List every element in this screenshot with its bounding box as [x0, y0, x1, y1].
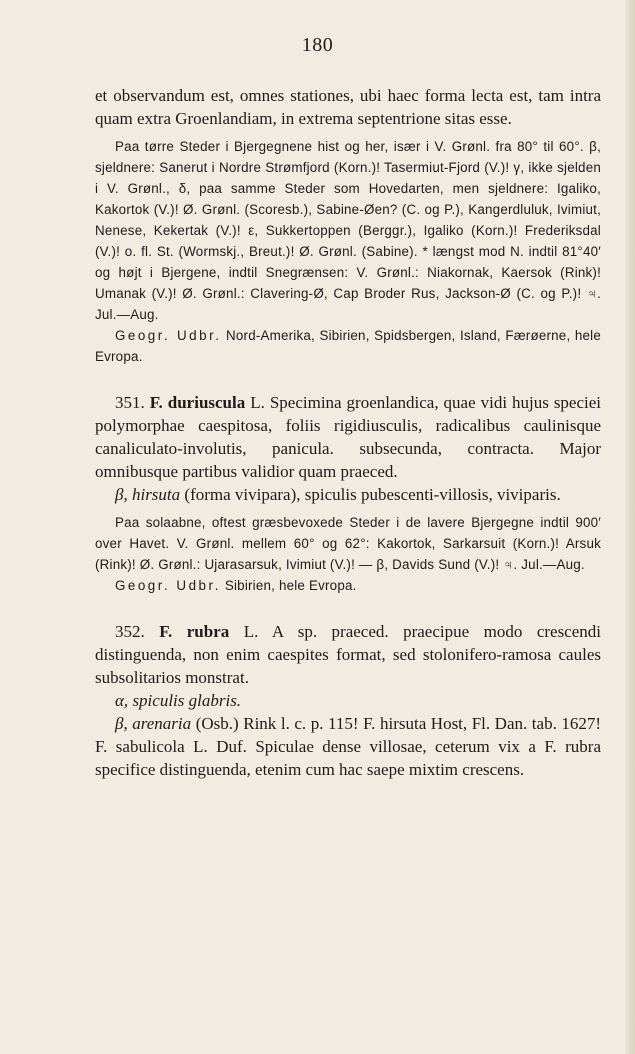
- geogr-label: Geogr. Udbr.: [115, 578, 221, 593]
- species-entry-352: [95, 620, 601, 781]
- geogr-label: Geogr. Udbr.: [115, 328, 222, 343]
- species-name: rubra: [186, 622, 230, 641]
- geogr-text: Nord-Amerika, Sibirien, Spidsbergen, Island, Færøerne, hele Evropa.: [95, 328, 601, 364]
- variety-text: (forma vivipara), spiculis pubescenti-villosis, viviparis.: [184, 485, 561, 504]
- species-entry-351: [95, 391, 601, 506]
- variety-alpha-line: [95, 689, 601, 712]
- variety-symbol: β,: [115, 714, 128, 733]
- genus-abbrev: F.: [149, 393, 163, 412]
- variety-beta-line: [95, 483, 601, 506]
- geogr-text: Sibirien, hele Evropa.: [224, 578, 357, 593]
- variety-beta-line: [95, 712, 601, 781]
- description-text: Specimina groenlandica, quae vidi hujus speciei polymorphae caespitosa, foliis rigidiusculis, radicalibus caulinisque canaliculato-involutis, panicula. subsecunda, contracta. Major omnibusque partibus validior quam praeced.: [95, 393, 602, 481]
- variety-text: (Osb.) Rink l. c. p. 115! F. hirsuta Host, Fl. Dan. tab. 1627! F. sabulicola L. Duf. Spiculae dense villosae, ceterum vix a F. rubra specifice distinguenda, etenim cum hac saepe mixtim crescens.: [95, 714, 602, 779]
- variety-symbol: α,: [115, 691, 129, 710]
- entry-number: 352.: [115, 622, 145, 641]
- habitat-text: Paa solaabne, oftest græsbevoxede Steder i de lavere Bjergegne indtil 900′ over Havet. V. Grønl. mellem 60° og 62°: Kakortok, Sarkarsuit (Korn.)! Arsuk (Rink)! Ø. Grønl.: Ujarasarsuk, Ivimiut (V.)! — β, Davids Sund (V.)! ♃. Jul.—Aug.: [95, 515, 601, 572]
- geogr-line: [95, 575, 601, 596]
- description-text: A sp. praeced. praecipue modo crescendi distinguenda, non enim caespites format, sed stolonifero-ramosa caules subsolitarios monstrat.: [95, 622, 602, 687]
- habitat-text: Paa tørre Steder i Bjergegnene hist og her, især i V. Grønl. fra 80° til 60°. β, sjeldnere: Sanerut i Nordre Strømfjord (Korn.)! Tasermiut-Fjord (V.)! γ, ikke sjelden i V. Grønl., δ, paa samme Steder som Hovedarten, men sjeldnere: Igaliko, Kakortok (V.)! Ø. Grønl. (Scoresb.), Sabine-Øen? (C. og P.), Kangerdluluk, Ivimiut, Nenese, Kekertak (V.)! ε, Sukkertoppen (Berggr.), Igaliko (Korn.)! Frederiksdal (V.)! o. fl. St. (Wormskj., Breut.)! Ø. Grønl. (Sabine). * længst mod N. indtil 81°40′ og højt i Bjergene, indtil Snegrænsen: V. Grønl.: Niakornak, Kaersok (Rink)! Umanak (V.)! Ø. Grønl.: Clavering-Ø, Cap Broder Rus, Jackson-Ø (C. og P.)! ♃. Jul.—Aug.: [95, 139, 601, 322]
- author-abbrev: L.: [243, 622, 259, 641]
- page-number: 180: [301, 34, 334, 56]
- species-name: duriuscula: [167, 393, 246, 412]
- variety-symbol: β,: [115, 485, 128, 504]
- habitat-paragraph-349: [95, 136, 601, 367]
- author-abbrev: L.: [250, 393, 265, 412]
- habitat-paragraph-351: [95, 512, 601, 596]
- page-content: [95, 84, 601, 787]
- page-edge-shadow: [625, 0, 635, 1054]
- variety-name: arenaria: [132, 714, 192, 733]
- intro-paragraph: et observandum est, omnes stationes, ubi haec forma lecta est, tam intra quam extra Groenlandiam, in extrema septentrione sitas esse.: [95, 86, 601, 128]
- genus-abbrev: F.: [159, 622, 173, 641]
- geogr-line: [95, 325, 601, 367]
- variety-name: hirsuta: [131, 485, 181, 504]
- entry-number: 351.: [115, 393, 145, 412]
- variety-name: spiculis glabris.: [132, 691, 242, 710]
